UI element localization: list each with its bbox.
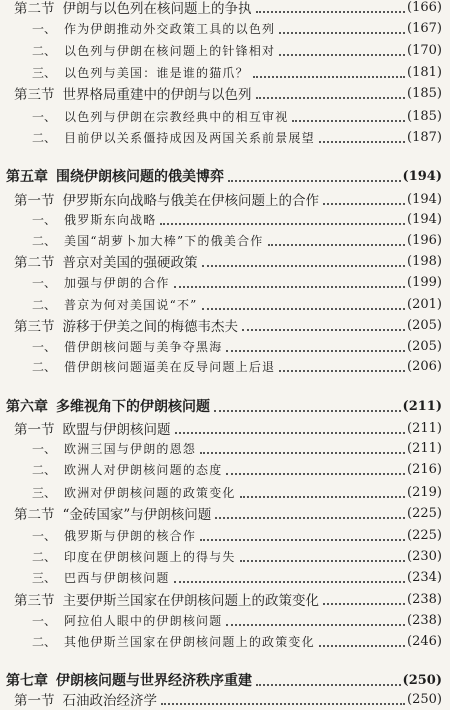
dot-leader [226,623,405,626]
toc-entry-page-number: (194) [402,168,442,184]
toc-entry-title: 作为伊朗推动外交政策工具的以色列 [64,21,276,36]
toc-entry-label: 第五章 [6,169,48,185]
toc-entry-label: 二、 [32,634,57,649]
toc-entry-sub [0,481,450,503]
toc-entry-page-number: (181) [407,64,442,80]
toc-entry-label: 第一节 [14,193,55,209]
toc-entry-label: 一、 [32,613,57,628]
toc-entry-label: 一、 [32,528,57,543]
toc-entry-title: 普京对美国的强硬政策 [62,255,198,271]
toc-entry-title: 目前伊以关系僵持成因及两国关系前景展望 [64,130,315,145]
toc-entry-page-number: (185) [407,85,442,101]
toc-entry-section [0,188,450,210]
toc-entry-page-number: (234) [407,569,442,585]
toc-entry-page-number: (166) [407,0,442,15]
toc-entry-label: 第二节 [14,507,55,523]
dot-leader [161,702,405,705]
toc-entry-title: 借伊朗核问题与美争夺黑海 [64,339,223,354]
toc-entry-label: 二、 [32,549,57,564]
toc-entry-label: 一、 [32,275,57,290]
toc-entry-title: 以色列与伊朗在核问题上的针锋相对 [64,43,276,58]
dot-leader [256,683,401,686]
toc-entry-page-number: (194) [407,191,442,207]
toc-entry-label: 一、 [32,441,57,456]
dot-leader [279,53,405,56]
toc-entry-section [0,314,450,336]
toc-entry-title: 俄罗斯与伊朗的核合作 [64,528,197,543]
toc-entry-page-number: (194) [407,211,442,227]
toc-entry-title: 巴西与伊朗核问题 [64,570,170,585]
dot-leader [174,285,405,288]
toc-entry-page-number: (167) [407,20,442,36]
toc-entry-section [0,588,450,610]
toc-entry-label: 二、 [32,130,57,145]
toc-entry-label: 一、 [32,339,57,354]
toc-entry-label: 一、 [32,21,57,36]
toc-entry-label: 第三节 [14,87,55,103]
toc-entry-label: 第七章 [6,673,48,689]
dot-leader [256,10,406,13]
dot-leader [279,31,405,34]
toc-entry-page-number: (238) [407,612,442,628]
toc-entry-title: 游移于伊美之间的梅德韦杰夫 [62,319,238,335]
toc-entry-page-number: (230) [407,548,442,564]
toc-entry-label: 二、 [32,462,57,477]
toc-entry-title: 欧洲人对伊朗核问题的态度 [64,462,223,477]
toc-entry-page-number: (211) [407,440,442,456]
toc-entry-section [0,0,450,18]
toc-entry-title: 欧盟与伊朗核问题 [62,422,171,438]
toc-entry-title: 围绕伊朗核问题的俄美博弈 [56,169,224,185]
toc-entry-label: 三、 [32,485,57,500]
dot-leader [160,222,405,225]
toc-entry-section [0,688,450,710]
toc-entry-section [0,82,450,104]
toc-entry-label: 三、 [32,570,57,585]
dot-leader [214,409,401,412]
toc-entry-sub [0,105,450,127]
toc-entry-label: 第三节 [14,319,55,335]
toc-entry-sub [0,609,450,631]
toc-entry-title: 世界格局重建中的伊朗与以色列 [62,87,252,103]
toc-entry-sub [0,126,450,148]
dot-leader [200,451,405,454]
toc-entry-title: 印度在伊朗核问题上的得与失 [64,549,236,564]
toc-entry-sub [0,437,450,459]
toc-entry-sub [0,61,450,83]
dot-leader [202,264,406,267]
toc-entry-chapter [0,165,450,187]
toc-entry-title: 俄罗斯东向战略 [64,212,157,227]
toc-entry-sub [0,630,450,652]
toc-entry-page-number: (225) [407,527,442,543]
toc-entry-label: 二、 [32,43,57,58]
toc-entry-sub [0,545,450,567]
toc-entry-page-number: (205) [407,317,442,333]
toc-entry-title: 欧洲对伊朗核问题的政策变化 [64,485,236,500]
dot-leader [319,644,405,647]
toc-entry-page-number: (170) [407,42,442,58]
toc-entry-title: 加强与伊朗的合作 [64,275,170,290]
toc-entry-sub [0,458,450,480]
toc-entry-title: 石油政治经济学 [62,693,157,709]
toc-entry-label: 一、 [32,109,57,124]
toc-entry-title: 普京为何对美国说“不” [64,297,198,312]
dot-leader [323,202,405,205]
dot-leader [226,349,405,352]
toc-entry-title: 欧洲三国与伊朗的恩怨 [64,441,197,456]
toc-entry-label: 第二节 [14,1,55,17]
toc-entry-page-number: (205) [407,338,442,354]
toc-entry-title: 伊朗与以色列在核问题上的争执 [62,1,252,17]
toc-entry-page-number: (196) [407,232,442,248]
dot-leader [292,119,405,122]
toc-entry-page-number: (201) [407,296,442,312]
toc-entry-title: 伊朗核问题与世界经济秩序重建 [56,673,252,689]
toc-entry-sub [0,17,450,39]
dot-leader [240,495,405,498]
dot-leader [240,559,405,562]
toc-entry-title: 美国“胡萝卜加大棒”下的俄美合作 [64,233,264,248]
toc-entry-section [0,417,450,439]
toc-entry-page-number: (246) [407,633,442,649]
toc-entry-sub [0,271,450,293]
toc-entry-page-number: (211) [407,420,442,436]
toc-entry-label: 二、 [32,297,57,312]
toc-entry-sub [0,335,450,357]
dot-leader [174,580,405,583]
toc-entry-label: 第一节 [14,693,55,709]
dot-leader [256,96,406,99]
toc-entry-sub [0,293,450,315]
toc-entry-title: 伊罗斯东向战略与俄美在伊核问题上的合作 [62,193,319,209]
toc-entry-sub [0,229,450,251]
toc-entry-title: 主要伊斯兰国家在伊朗核问题上的政策变化 [62,593,319,609]
dot-leader [200,538,405,541]
toc-entry-page-number: (219) [407,484,442,500]
toc-entry-title: 借伊朗核问题逼美在反导问题上后退 [64,359,276,374]
toc-entry-label: 二、 [32,233,57,248]
toc-entry-page-number: (187) [407,129,442,145]
toc-entry-page-number: (185) [407,108,442,124]
toc-entry-page-number: (199) [407,274,442,290]
toc-entry-sub [0,39,450,61]
dot-leader [242,328,405,331]
toc-entry-label: 第三节 [14,593,55,609]
dot-leader [228,179,401,182]
dot-leader [253,75,405,78]
toc-entry-section [0,250,450,272]
toc-entry-label: 一、 [32,212,57,227]
toc-entry-page-number: (250) [402,672,442,688]
toc-entry-label: 第一节 [14,422,55,438]
toc-entry-page-number: (225) [407,505,442,521]
toc-entry-sub [0,524,450,546]
toc-entry-title: 以色列与美国：谁是谁的猫爪？ [64,65,249,80]
toc-entry-label: 第二节 [14,255,55,271]
dot-leader [279,369,405,372]
dot-leader [268,243,406,246]
toc-entry-chapter [0,395,450,417]
toc-entry-page-number: (216) [407,461,442,477]
dot-leader [323,602,405,605]
toc-entry-page-number: (206) [407,358,442,374]
toc-entry-sub [0,208,450,230]
toc-entry-label: 二、 [32,359,57,374]
toc-entry-title: “金砖国家”与伊朗核问题 [62,507,212,523]
toc-entry-page-number: (211) [402,398,442,414]
dot-leader [215,516,405,519]
toc-entry-page-number: (238) [407,591,442,607]
toc-entry-page-number: (198) [407,253,442,269]
toc-entry-label: 第六章 [6,399,48,415]
dot-leader [319,140,405,143]
toc-entry-title: 多维视角下的伊朗核问题 [56,399,210,415]
toc-entry-sub [0,566,450,588]
dot-leader [202,307,406,310]
toc-entry-title: 其他伊斯兰国家在伊朗核问题上的政策变化 [64,634,315,649]
toc-entry-label: 三、 [32,65,57,80]
toc-entry-title: 以色列与伊朗在宗教经典中的相互审视 [64,109,289,124]
toc-entry-title: 阿拉伯人眼中的伊朗核问题 [64,613,223,628]
dot-leader [226,472,405,475]
dot-leader [175,431,406,434]
toc-entry-section [0,502,450,524]
toc-entry-page-number: (250) [407,691,442,707]
toc-entry-sub [0,355,450,377]
